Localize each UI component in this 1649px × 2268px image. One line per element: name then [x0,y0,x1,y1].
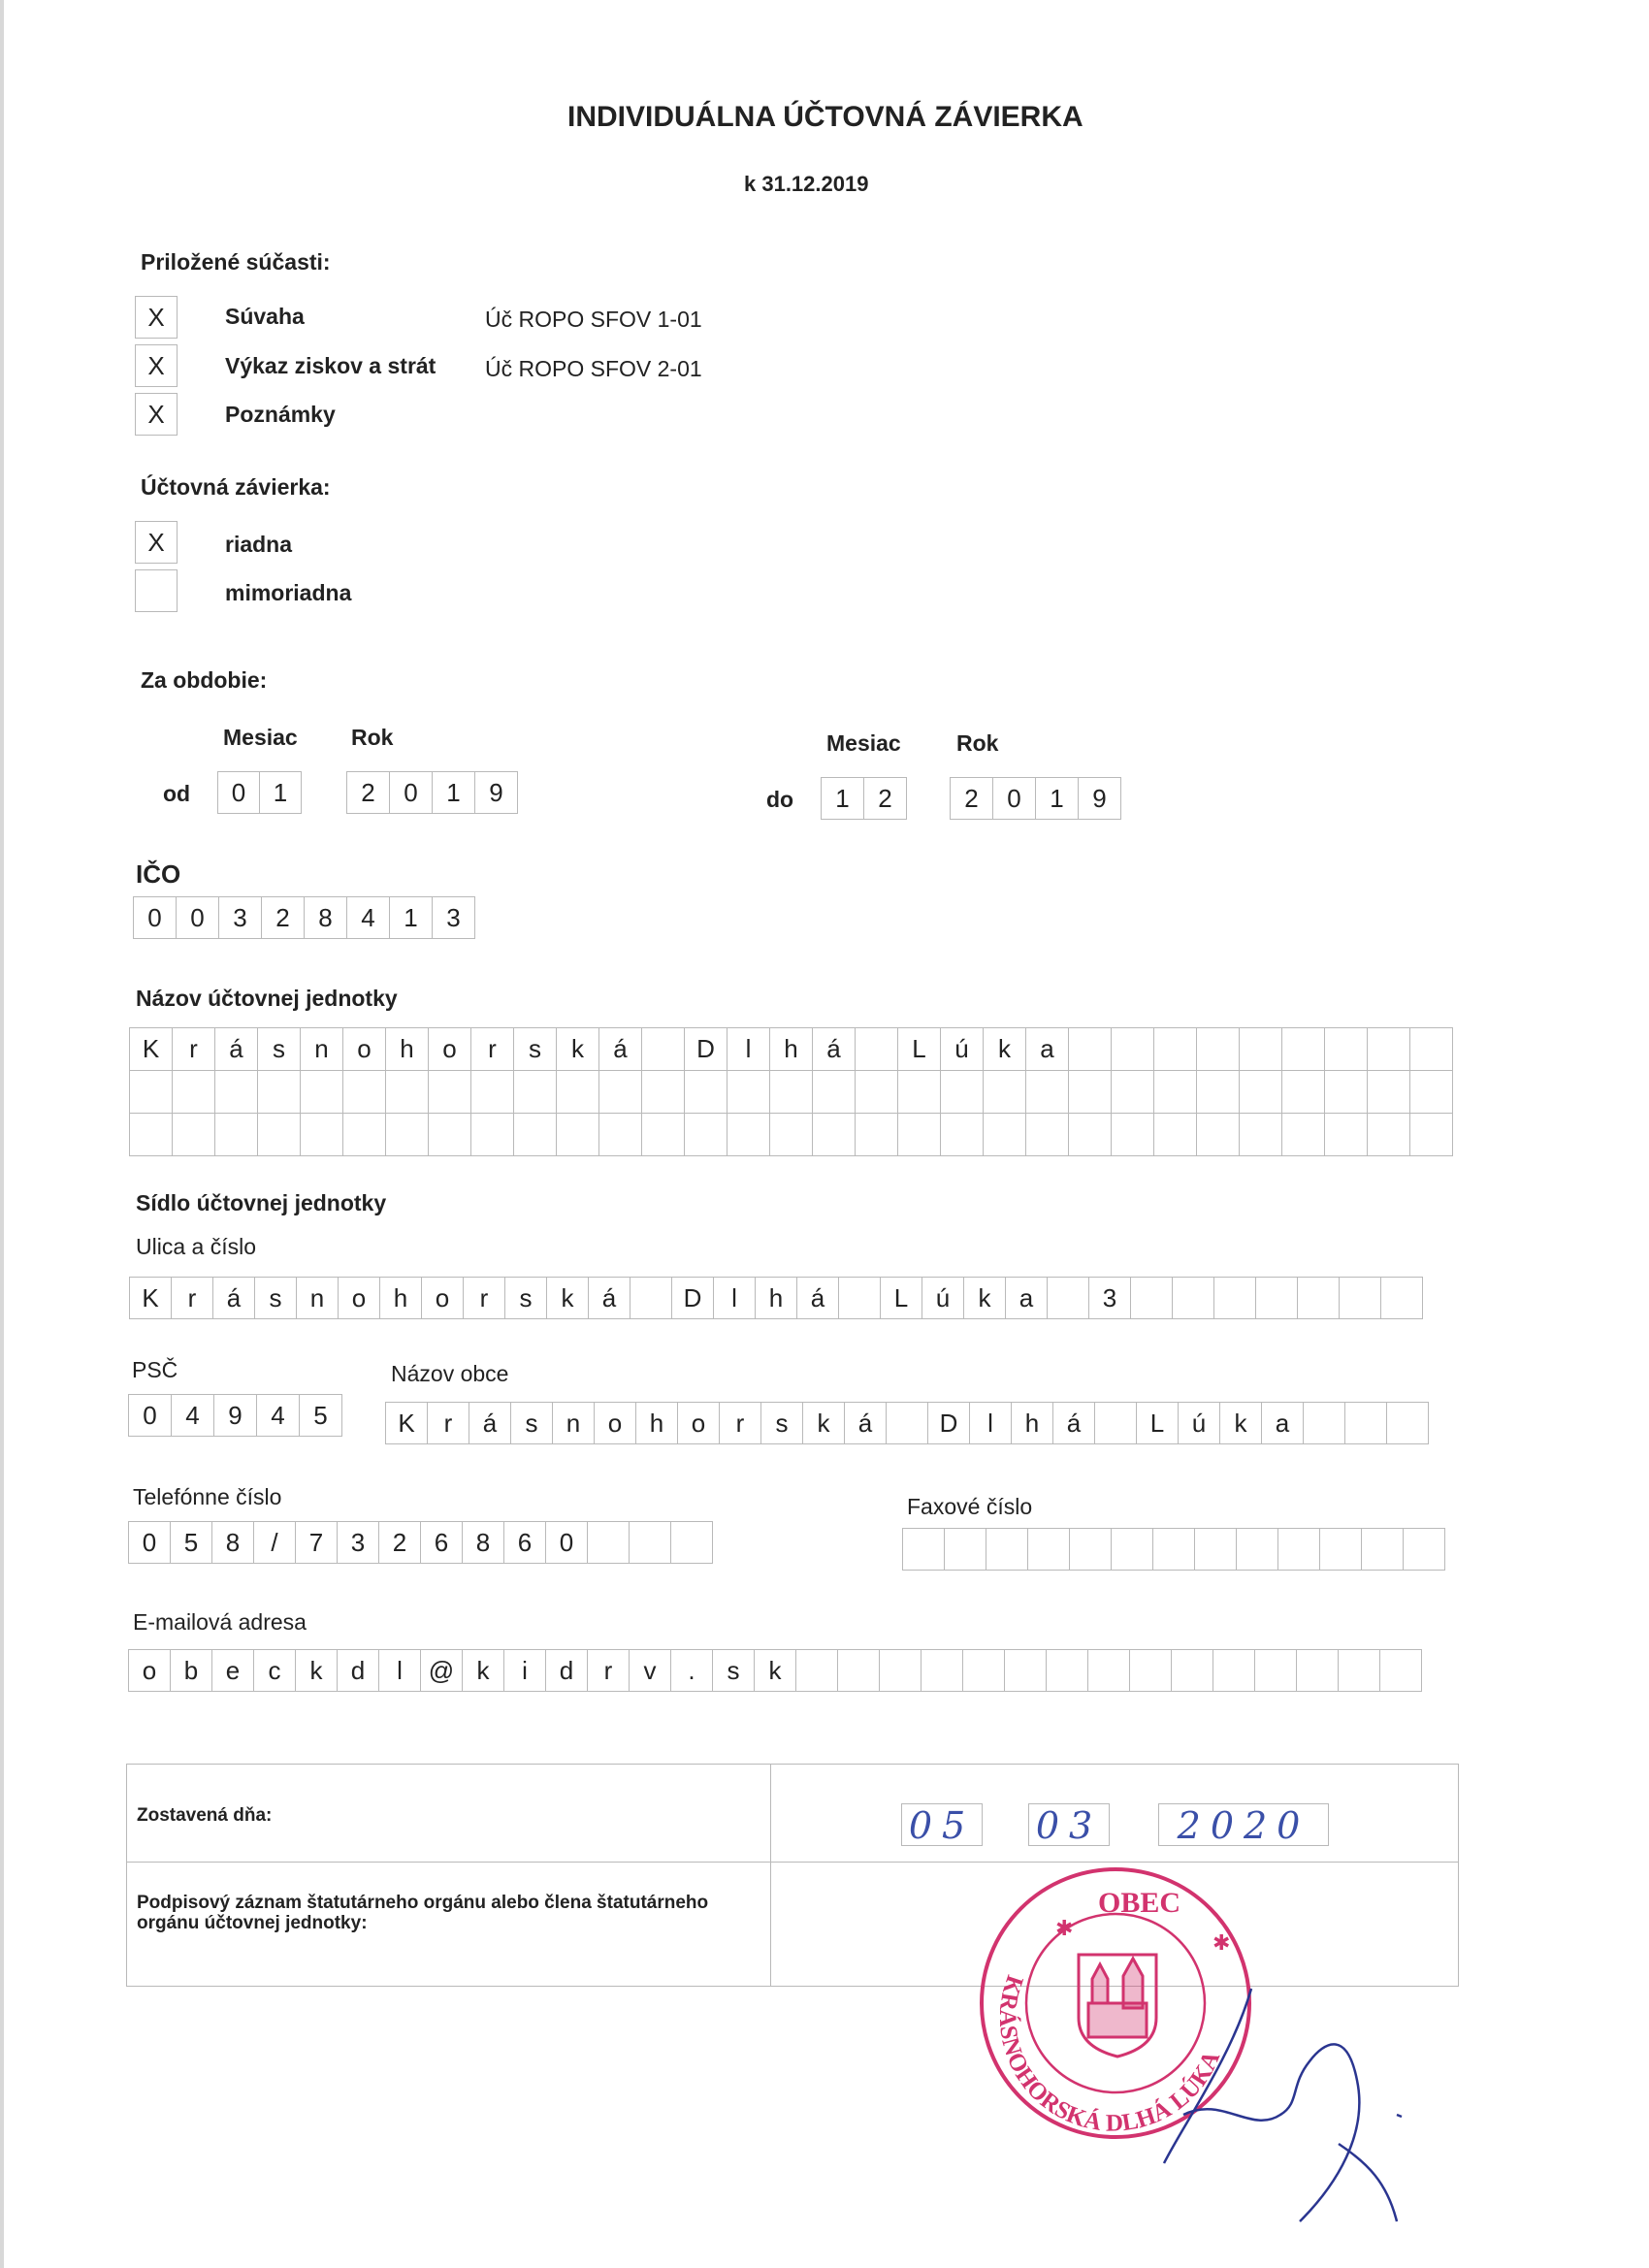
char-cell: á [469,1402,511,1444]
char-cell: 6 [503,1521,546,1564]
char-cell: 2 [261,896,305,939]
char-cell [795,1649,838,1692]
char-cell [1069,1114,1112,1156]
char-cell: s [712,1649,755,1692]
char-cell [984,1114,1026,1156]
signature-scribble [1145,1969,1455,2260]
char-cell: s [504,1277,547,1319]
char-cell: k [557,1028,599,1071]
char-cell: s [514,1028,557,1071]
char-cell: 8 [304,896,347,939]
char-cell [1130,1277,1173,1319]
char-cell: r [719,1402,761,1444]
compiled-month[interactable]: 03 [1028,1803,1110,1846]
char-cell: d [545,1649,588,1692]
char-cell [1129,1649,1172,1692]
char-cell [728,1114,770,1156]
char-cell: 2 [950,777,993,820]
char-cell [1325,1114,1368,1156]
char-cell: L [880,1277,922,1319]
char-cell [429,1071,471,1114]
char-cell: k [462,1649,504,1692]
code-suvaha: Úč ROPO SFOV 1-01 [485,307,702,332]
char-cell: 0 [545,1521,588,1564]
char-cell: h [379,1277,422,1319]
char-cell: r [427,1402,469,1444]
char-cell: 3 [1088,1277,1131,1319]
from-month-label: Mesiac [223,725,298,750]
char-cell: o [429,1028,471,1071]
char-cell [1282,1028,1325,1071]
char-cell [215,1114,258,1156]
char-cell: s [760,1402,803,1444]
char-cell: r [463,1277,505,1319]
char-cell: 9 [213,1394,257,1437]
char-cell [886,1402,928,1444]
email-label: E-mailová adresa [133,1609,307,1635]
char-cell: k [802,1402,845,1444]
fax-field[interactable] [902,1528,1445,1571]
char-cell: s [254,1277,297,1319]
char-cell [984,1071,1026,1114]
char-cell [1410,1071,1453,1114]
char-cell [1197,1114,1240,1156]
char-cell [258,1114,301,1156]
char-cell [1154,1028,1197,1071]
char-cell: 5 [170,1521,212,1564]
char-cell [173,1114,215,1156]
stamp-star-icon: ✱ [1055,1916,1074,1940]
char-cell: 1 [432,771,475,814]
char-cell [642,1028,685,1071]
char-cell [1338,1649,1380,1692]
char-cell: b [170,1649,212,1692]
char-cell [1087,1649,1130,1692]
zip-label: PSČ [132,1357,178,1382]
page-title: INDIVIDUÁLNA ÚČTOVNÁ ZÁVIERKA [567,101,1083,133]
char-cell [1026,1071,1069,1114]
from-month-field[interactable] [217,771,302,814]
char-cell: 3 [432,896,475,939]
char-cell: k [295,1649,338,1692]
char-cell [386,1071,429,1114]
char-cell: n [552,1402,595,1444]
char-cell [856,1114,898,1156]
to-year-field[interactable] [950,777,1121,820]
char-cell: s [510,1402,553,1444]
char-cell [1325,1028,1368,1071]
char-cell [837,1649,880,1692]
street-label: Ulica a číslo [136,1234,256,1259]
char-cell: h [770,1028,813,1071]
char-cell: e [211,1649,254,1692]
char-cell: 2 [346,771,390,814]
label-vykaz: Výkaz ziskov a strát [225,353,436,378]
char-cell: h [635,1402,678,1444]
char-cell: r [471,1028,514,1071]
char-cell [1112,1114,1154,1156]
char-cell: c [253,1649,296,1692]
char-cell: o [343,1028,386,1071]
char-cell: K [130,1028,173,1071]
entity-name-label: Názov účtovnej jednotky [136,986,398,1011]
char-cell: ú [922,1277,964,1319]
char-cell [301,1114,343,1156]
char-cell [941,1114,984,1156]
char-cell: 6 [420,1521,463,1564]
char-cell [1368,1028,1410,1071]
char-cell [944,1528,986,1571]
checkbox-suvaha[interactable]: X [135,296,178,339]
char-cell [1410,1114,1453,1156]
char-cell: 8 [462,1521,504,1564]
char-cell [856,1028,898,1071]
char-cell [1255,1277,1298,1319]
char-cell: á [1052,1402,1095,1444]
char-cell [514,1071,557,1114]
char-cell [1368,1114,1410,1156]
char-cell: ú [941,1028,984,1071]
char-cell: h [386,1028,429,1071]
char-cell: 7 [295,1521,338,1564]
fax-label: Faxové číslo [907,1494,1033,1519]
char-cell [386,1114,429,1156]
char-cell [1403,1528,1445,1571]
char-cell: k [963,1277,1006,1319]
char-cell [599,1071,642,1114]
char-cell: D [685,1028,728,1071]
label-poznamky: Poznámky [225,402,336,427]
phone-field[interactable] [128,1521,713,1564]
char-cell [130,1114,173,1156]
char-cell [1368,1071,1410,1114]
char-cell: 0 [389,771,433,814]
statement-date: k 31.12.2019 [744,172,869,196]
char-cell [898,1071,941,1114]
compiled-day[interactable]: 05 [901,1803,983,1846]
char-cell [471,1114,514,1156]
char-cell [879,1649,922,1692]
char-cell [1386,1402,1429,1444]
char-cell [813,1114,856,1156]
char-cell [1380,1277,1423,1319]
char-cell: 4 [171,1394,214,1437]
label-riadna: riadna [225,532,293,557]
char-cell [587,1521,630,1564]
signature-stroke [1164,1989,1402,2221]
char-cell [921,1649,963,1692]
char-cell [514,1114,557,1156]
stamp-star-icon: ✱ [1212,1930,1231,1955]
char-cell [1111,1528,1153,1571]
char-cell [1319,1528,1362,1571]
char-cell [130,1071,173,1114]
table-divider [770,1765,771,1986]
char-cell: o [421,1277,464,1319]
char-cell [301,1071,343,1114]
char-cell [1046,1649,1088,1692]
char-cell: 9 [474,771,518,814]
char-cell: á [588,1277,630,1319]
char-cell [1361,1528,1404,1571]
char-cell: á [796,1277,839,1319]
char-cell [856,1071,898,1114]
char-cell: k [1219,1402,1262,1444]
char-cell: a [1005,1277,1048,1319]
ico-field[interactable] [133,896,475,939]
ico-label: IČO [136,859,181,889]
char-cell [941,1071,984,1114]
char-cell [838,1277,881,1319]
checkbox-riadna[interactable]: X [135,521,178,564]
entity-name-field[interactable] [129,1027,1453,1156]
char-cell [173,1071,215,1114]
char-cell: D [671,1277,714,1319]
from-label: od [163,781,191,806]
to-label: do [766,787,794,812]
char-cell [1240,1028,1282,1071]
to-month-field[interactable] [821,777,907,820]
char-cell: l [378,1649,421,1692]
char-cell: k [754,1649,796,1692]
street-field[interactable] [129,1277,1423,1319]
char-cell [1069,1028,1112,1071]
char-cell: r [171,1277,213,1319]
char-cell [1282,1071,1325,1114]
statement-type-heading: Účtovná závierka: [141,474,331,500]
char-cell [685,1071,728,1114]
char-cell [1172,1277,1214,1319]
char-cell [898,1114,941,1156]
char-cell [1297,1277,1340,1319]
char-cell: 0 [992,777,1036,820]
char-cell [258,1071,301,1114]
char-cell: 0 [128,1394,172,1437]
from-year-field[interactable] [346,771,518,814]
checkbox-vykaz[interactable]: X [135,344,178,387]
char-cell: l [713,1277,756,1319]
char-cell: 0 [176,896,219,939]
compiled-year[interactable]: 2020 [1158,1803,1329,1846]
char-cell [557,1071,599,1114]
zip-field[interactable] [128,1394,342,1437]
char-cell: 2 [863,777,907,820]
char-cell [1094,1402,1137,1444]
char-cell [813,1071,856,1114]
char-cell: 1 [821,777,864,820]
char-cell: @ [420,1649,463,1692]
char-cell [1112,1028,1154,1071]
char-cell: k [546,1277,589,1319]
from-year-label: Rok [351,725,394,750]
char-cell: 0 [128,1521,171,1564]
char-cell [1212,1649,1255,1692]
phone-label: Telefónne číslo [133,1484,282,1509]
char-cell: 3 [218,896,262,939]
char-cell [1047,1277,1089,1319]
char-cell [1154,1114,1197,1156]
char-cell [642,1114,685,1156]
char-cell [1236,1528,1278,1571]
char-cell: d [337,1649,379,1692]
char-cell [215,1071,258,1114]
stamp-ring-path-text: KRÁSNOHORSKÁ DLHÁ LÚKA [993,1971,1226,2137]
char-cell [630,1277,672,1319]
char-cell [1240,1114,1282,1156]
signature-label [137,1893,758,1933]
email-field[interactable] [128,1649,1422,1692]
char-cell: o [338,1277,380,1319]
char-cell: a [1261,1402,1304,1444]
char-cell: 3 [337,1521,379,1564]
char-cell [1213,1277,1256,1319]
char-cell: 5 [299,1394,342,1437]
char-cell: L [898,1028,941,1071]
signature-label-text: Podpisový záznam štatutárneho orgánu alebo člena štatutárneho orgánu účtovnej jednotky: [137,1893,709,1933]
char-cell: 2 [378,1521,421,1564]
char-cell: L [1136,1402,1179,1444]
char-cell: n [296,1277,339,1319]
char-cell: 1 [259,771,302,814]
char-cell [1282,1114,1325,1156]
char-cell [1069,1528,1112,1571]
char-cell [1194,1528,1237,1571]
char-cell: K [385,1402,428,1444]
char-cell [1069,1071,1112,1114]
char-cell: i [503,1649,546,1692]
char-cell [1004,1649,1047,1692]
to-year-label: Rok [956,730,999,756]
char-cell: l [728,1028,770,1071]
char-cell [770,1114,813,1156]
components-heading: Priložené súčasti: [141,249,331,275]
char-cell [471,1071,514,1114]
checkbox-mimoriadna[interactable] [135,569,178,612]
char-cell: a [1026,1028,1069,1071]
char-cell [1254,1649,1297,1692]
char-cell [429,1114,471,1156]
char-cell: h [755,1277,797,1319]
char-cell [986,1528,1028,1571]
char-cell [1171,1649,1213,1692]
char-cell: 4 [346,896,390,939]
char-cell: n [301,1028,343,1071]
char-cell: 1 [1035,777,1079,820]
char-cell: 0 [133,896,177,939]
char-cell [670,1521,713,1564]
char-cell [1026,1114,1069,1156]
char-cell: o [677,1402,720,1444]
char-cell: á [844,1402,887,1444]
checkbox-poznamky[interactable]: X [135,393,178,436]
char-cell [1277,1528,1320,1571]
char-cell: o [128,1649,171,1692]
char-cell: r [587,1649,630,1692]
char-cell [1154,1071,1197,1114]
char-cell: v [629,1649,671,1692]
char-cell [1339,1277,1381,1319]
char-cell [557,1114,599,1156]
char-cell: á [212,1277,255,1319]
char-cell [902,1528,945,1571]
char-cell [343,1071,386,1114]
char-cell: á [813,1028,856,1071]
char-cell [1296,1649,1339,1692]
compiled-date-label: Zostavená dňa: [137,1805,273,1826]
char-cell: á [599,1028,642,1071]
char-cell [1240,1071,1282,1114]
town-label: Názov obce [391,1361,509,1386]
char-cell: 1 [389,896,433,939]
char-cell [642,1071,685,1114]
char-cell [770,1071,813,1114]
label-mimoriadna: mimoriadna [225,580,352,605]
char-cell [1344,1402,1387,1444]
char-cell: l [969,1402,1012,1444]
char-cell: D [927,1402,970,1444]
char-cell [1027,1528,1070,1571]
char-cell: s [258,1028,301,1071]
seat-heading: Sídlo účtovnej jednotky [136,1190,387,1215]
char-cell [1197,1071,1240,1114]
scan-edge [0,0,4,2268]
char-cell [343,1114,386,1156]
char-cell: / [253,1521,296,1564]
char-cell [1197,1028,1240,1071]
char-cell [1112,1071,1154,1114]
char-cell [629,1521,671,1564]
char-cell [1410,1028,1453,1071]
char-cell [962,1649,1005,1692]
char-cell [1303,1402,1345,1444]
period-heading: Za obdobie: [141,667,268,693]
char-cell [728,1071,770,1114]
char-cell: k [984,1028,1026,1071]
char-cell [599,1114,642,1156]
char-cell: K [129,1277,172,1319]
label-suvaha: Súvaha [225,304,305,329]
char-cell [685,1114,728,1156]
char-cell: 9 [1078,777,1121,820]
stamp-top-text: OBEC [1098,1887,1181,1919]
char-cell [1379,1649,1422,1692]
char-cell: á [215,1028,258,1071]
code-vykaz: Úč ROPO SFOV 2-01 [485,356,702,381]
char-cell: ú [1178,1402,1220,1444]
town-field[interactable] [385,1402,1429,1444]
char-cell: 0 [217,771,260,814]
char-cell: r [173,1028,215,1071]
char-cell [1325,1071,1368,1114]
char-cell: 4 [256,1394,300,1437]
char-cell: . [670,1649,713,1692]
char-cell [1152,1528,1195,1571]
to-month-label: Mesiac [826,730,901,756]
char-cell: 8 [211,1521,254,1564]
char-cell: o [594,1402,636,1444]
char-cell: h [1011,1402,1053,1444]
